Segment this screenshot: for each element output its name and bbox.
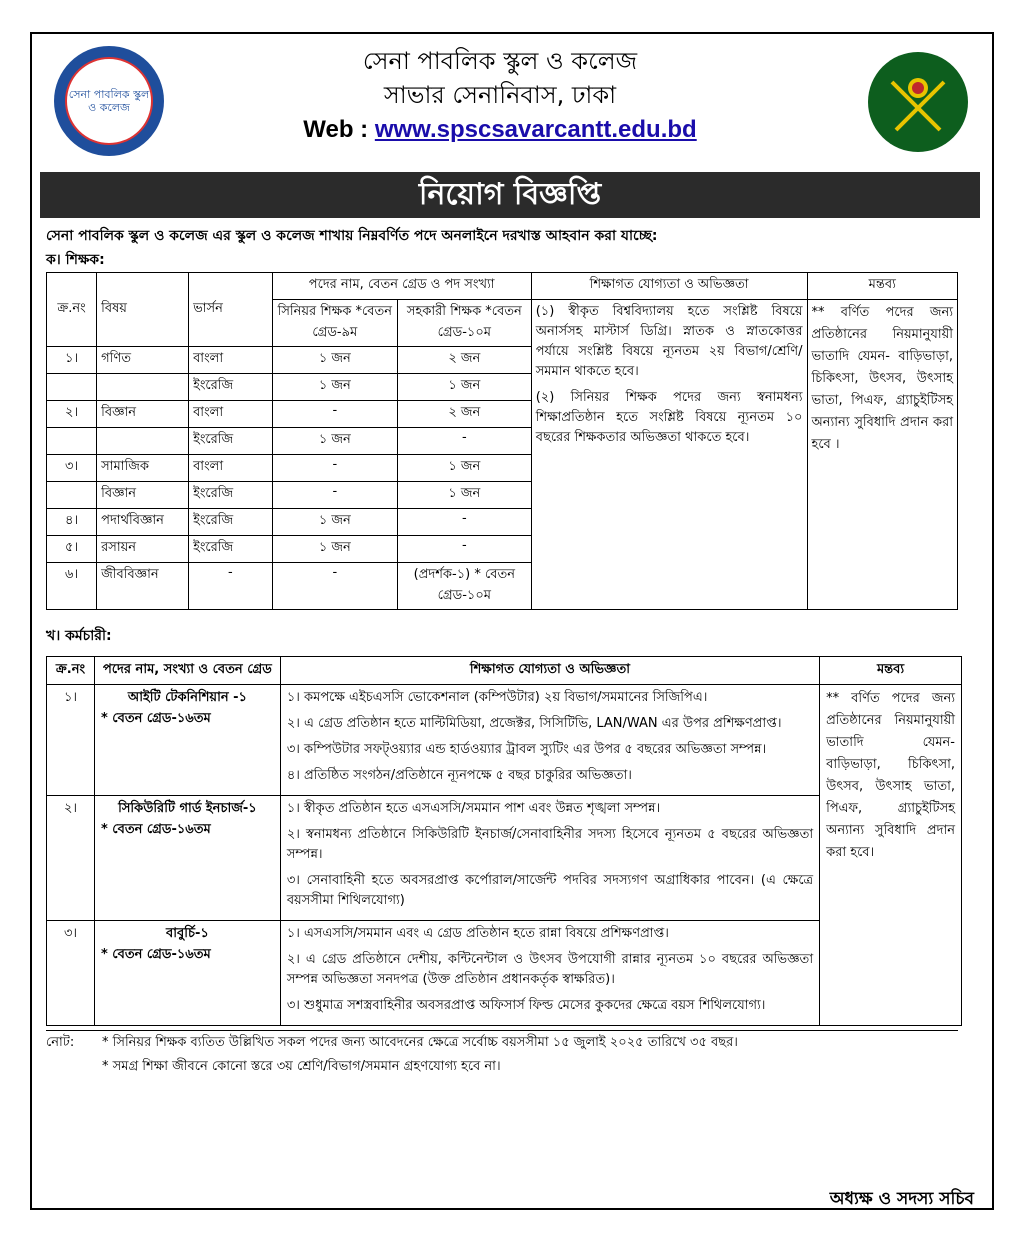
staff-table <box>46 656 962 1026</box>
row-version: ইংরেজি <box>189 482 273 509</box>
row-assistant: ১ জন <box>397 374 531 401</box>
header-assistant: সহকারী শিক্ষক *বেতন গ্রেড-১০ম <box>397 300 531 347</box>
qualification-item: ৪। প্রতিষ্ঠিত সংগঠন/প্রতিষ্ঠানে ন্যূনপক্ষে ৫ বছর চাকুরির অভিজ্ঞতা। <box>286 768 632 783</box>
row-senior: - <box>272 563 397 610</box>
header-remarks: মন্তব্য <box>820 657 962 685</box>
header-post: পদের নাম, সংখ্যা ও বেতন গ্রেড <box>94 657 280 685</box>
row-version: ইংরেজি <box>189 428 273 455</box>
row-sl: ৩। <box>47 921 95 1026</box>
header-remarks: মন্তব্য <box>807 273 958 300</box>
row-sl <box>47 374 97 401</box>
row-version: বাংলা <box>189 401 273 428</box>
row-version: ইংরেজি <box>189 509 273 536</box>
qualification-item: ১। এসএসসি/সমমান এবং এ গ্রেড প্রতিষ্ঠান হতে রান্না বিষয়ে প্রশিক্ষণপ্রাপ্ত। <box>286 926 669 941</box>
row-sl: ১। <box>47 685 95 796</box>
qualification-item: ২। এ গ্রেড প্রতিষ্ঠানে দেশীয়, কন্টিনেন্টাল ও উৎসব উপযোগী রান্নার ন্যূনতম ১০ বছরের অভিজ্ঞতা সম্পন্ন অভিজ্ঞতা সনদপত্র (উক্ত প্রতিষ্ঠান প্রধানকর্তৃক স্বাক্ষরিত)। <box>286 952 814 987</box>
qualification-item: ১। কমপক্ষে এইচএসসি ভোকেশনাল (কম্পিউটার) ২য় বিভাগ/সমমানের সিজিপিএ। <box>286 690 708 705</box>
row-assistant: ২ জন <box>397 401 531 428</box>
row-subject <box>97 428 189 455</box>
row-senior: - <box>272 401 397 428</box>
header-post-group: পদের নাম, বেতন গ্রেড ও পদ সংখ্যা <box>272 273 531 300</box>
note-box <box>46 1030 958 1087</box>
row-assistant: - <box>397 536 531 563</box>
row-subject: রসায়ন <box>97 536 189 563</box>
qualification-item: ২। এ গ্রেড প্রতিষ্ঠান হতে মাল্টিমিডিয়া, প্রজেক্টর, সিসিটিভি, LAN/WAN এর উপর প্রশিক্ষণপ্রাপ্ত। <box>286 716 782 731</box>
row-sl: ২। <box>47 796 95 921</box>
row-version: - <box>189 563 273 610</box>
notice-banner: নিয়োগ বিজ্ঞপ্তি <box>40 172 980 218</box>
teacher-remarks: ** বর্ণিত পদের জন্য প্রতিষ্ঠানের নিয়মানুযায়ী ভাতাদি যেমন- বাড়িভাড়া, চিকিৎসা, উৎসব, উৎসাহ ভাতা, পিএফ, গ্র্যাচুইটিসহ অন্যান্য সুবিধাদি প্রদান করা হবে । <box>807 300 958 610</box>
teacher-table <box>46 272 958 610</box>
row-subject: পদার্থবিজ্ঞান <box>97 509 189 536</box>
header-subject: বিষয় <box>97 273 189 347</box>
row-senior: - <box>272 482 397 509</box>
row-post <box>94 685 280 796</box>
table-row <box>47 685 962 796</box>
qualification-item: ৩। কম্পিউটার সফট্ওয়্যার এন্ড হার্ডওয়্যার ট্রাবল স্যুটিং এর উপর ৫ বছরের অভিজ্ঞতা সম্পন্ন। <box>286 742 767 757</box>
note-text-2: * সমগ্র শিক্ষা জীবনে কোনো স্তরে ৩য় শ্রেণি/বিভাগ/সমমান গ্রহণযোগ্য হবে না। <box>102 1059 501 1074</box>
row-subject: বিজ্ঞান <box>97 482 189 509</box>
header-senior: সিনিয়র শিক্ষক *বেতন গ্রেড-৯ম <box>272 300 397 347</box>
note-line-1 <box>46 1031 958 1055</box>
row-senior: - <box>272 455 397 482</box>
row-senior: ১ জন <box>272 428 397 455</box>
row-qualification <box>280 796 819 921</box>
row-version: ইংরেজি <box>189 536 273 563</box>
school-location: সাভার সেনানিবাস, ঢাকা <box>383 81 617 109</box>
row-sl: ৬। <box>47 563 97 610</box>
row-sl: ৫। <box>47 536 97 563</box>
row-assistant: - <box>397 428 531 455</box>
website-link[interactable]: www.spscsavarcantt.edu.bd <box>374 116 697 143</box>
note-label: নোট: <box>46 1035 75 1050</box>
army-emblem <box>868 52 968 152</box>
row-assistant: - <box>397 509 531 536</box>
section-b-title: খ। কর্মচারী: <box>46 628 112 644</box>
row-sl: ৪। <box>47 509 97 536</box>
qualification-1: (১) স্বীকৃত বিশ্ববিদ্যালয় হতে সংশ্লিষ্ট বিষয়ে অনার্সসহ মাস্টার্স ডিগ্রি। স্নাতক ও স্নাতকোত্তর পর্যায়ে সংশ্লিষ্ট বিষয়ে ন্যূনতম ২য় বিভাগ/শ্রেণি/ সমমান থাকতে হবে। <box>535 304 803 379</box>
row-version: বাংলা <box>189 455 273 482</box>
header-sl: ক্র.নং <box>47 657 95 685</box>
row-assistant: ২ জন <box>397 347 531 374</box>
row-sl: ৩। <box>47 455 97 482</box>
note-line-2 <box>46 1055 958 1079</box>
qualification-2: (২) সিনিয়র শিক্ষক পদের জন্য স্বনামধন্য শিক্ষাপ্রতিষ্ঠান হতে সংশ্লিষ্ট বিষয়ে ন্যূনতম ১০ বছরের শিক্ষকতার অভিজ্ঞতা থাকতে হবে। <box>535 390 803 445</box>
header-qualification: শিক্ষাগত যোগ্যতা ও অভিজ্ঞতা <box>280 657 819 685</box>
row-post <box>94 921 280 1026</box>
row-subject: গণিত <box>97 347 189 374</box>
header-qualification: শিক্ষাগত যোগ্যতা ও অভিজ্ঞতা <box>531 273 807 300</box>
row-subject: সামাজিক <box>97 455 189 482</box>
crossed-swords-icon <box>878 62 958 142</box>
intro-text: সেনা পাবলিক স্কুল ও কলেজ এর স্কুল ও কলেজ শাখায় নিম্নবর্ণিত পদে অনলাইনে দরখাস্ত আহবান করা যাচ্ছে: <box>46 228 658 244</box>
school-logo <box>54 46 164 156</box>
post-grade: * বেতন গ্রেড-১৬তম <box>100 822 211 837</box>
web-label: Web : <box>303 116 375 143</box>
post-name: সিকিউরিটি গার্ড ইনচার্জ-১ <box>118 801 257 816</box>
header <box>40 40 984 168</box>
row-subject: বিজ্ঞান <box>97 401 189 428</box>
post-grade: * বেতন গ্রেড-১৬তম <box>100 947 211 962</box>
row-version: বাংলা <box>189 347 273 374</box>
post-name: আইটি টেকনিশিয়ান -১ <box>127 690 247 705</box>
note-text-1: * সিনিয়র শিক্ষক ব্যতিত উল্লিখিত সকল পদের জন্য আবেদনের ক্ষেত্রে সর্বোচ্চ বয়সসীমা ১৫ জুলাই ২০২৫ তারিখে ৩৫ বছর। <box>102 1035 738 1050</box>
row-qualification <box>280 921 819 1026</box>
post-grade: * বেতন গ্রেড-১৬তম <box>100 711 211 726</box>
qualification-item: ৩। শুধুমাত্র সশস্ত্রবাহিনীর অবসরপ্রাপ্ত অফিসার্স ফিল্ড মেসের কুকদের ক্ষেত্রে বয়স শিথিলযোগ্য। <box>286 998 766 1013</box>
row-assistant: (প্রদর্শক-১) * বেতন গ্রেড-১০ম <box>397 563 531 610</box>
qualification-item: ১। স্বীকৃত প্রতিষ্ঠান হতে এসএসসি/সমমান পাশ এবং উন্নত শৃঙ্খলা সম্পন্ন। <box>286 801 661 816</box>
school-name: সেনা পাবলিক স্কুল ও কলেজ <box>362 47 638 75</box>
school-logo-text: সেনা পাবলিক স্কুল ও কলেজ <box>65 57 153 145</box>
row-sl: ১। <box>47 347 97 374</box>
header-version: ভার্সন <box>189 273 273 347</box>
row-senior: ১ জন <box>272 347 397 374</box>
row-version: ইংরেজি <box>189 374 273 401</box>
row-senior: ১ জন <box>272 536 397 563</box>
row-post <box>94 796 280 921</box>
row-sl <box>47 482 97 509</box>
row-qualification <box>280 685 819 796</box>
row-subject: জীববিজ্ঞান <box>97 563 189 610</box>
header-text <box>190 44 810 148</box>
staff-remarks: ** বর্ণিত পদের জন্য প্রতিষ্ঠানের নিয়মানুযায়ী ভাতাদি যেমন- বাড়িভাড়া, চিকিৎসা, উৎসব, উৎসাহ ভাতা, পিএফ, গ্র্যাচুইটিসহ অন্যান্য সুবিধাদি প্রদান করা হবে। <box>820 685 962 1026</box>
row-assistant: ১ জন <box>397 482 531 509</box>
header-sl: ক্র.নং <box>47 273 97 347</box>
website-line <box>190 112 810 148</box>
qualification-item: ২। স্বনামধন্য প্রতিষ্ঠানে সিকিউরিটি ইনচার্জ/সেনাবাহিনীর সদস্য হিসেবে ন্যূনতম ৫ বছরের অভিজ্ঞতা সম্পন্ন। <box>286 827 814 862</box>
row-assistant: ১ জন <box>397 455 531 482</box>
signature: অধ্যক্ষ ও সদস্য সচিব <box>829 1189 974 1209</box>
row-senior: ১ জন <box>272 509 397 536</box>
row-subject <box>97 374 189 401</box>
row-senior: ১ জন <box>272 374 397 401</box>
row-sl: ২। <box>47 401 97 428</box>
teacher-qualification <box>531 300 807 610</box>
section-a-title: ক। শিক্ষক: <box>46 252 105 268</box>
post-name: বাবুর্চি-১ <box>165 926 209 941</box>
qualification-item: ৩। সেনাবাহিনী হতে অবসরপ্রাপ্ত কর্পোরাল/সার্জেন্ট পদবির সদস্যগণ অগ্রাধিকার পাবেন। (এ ক্ষেত্রে বয়সসীমা শিথিলযোগ্য) <box>286 873 814 908</box>
row-sl <box>47 428 97 455</box>
